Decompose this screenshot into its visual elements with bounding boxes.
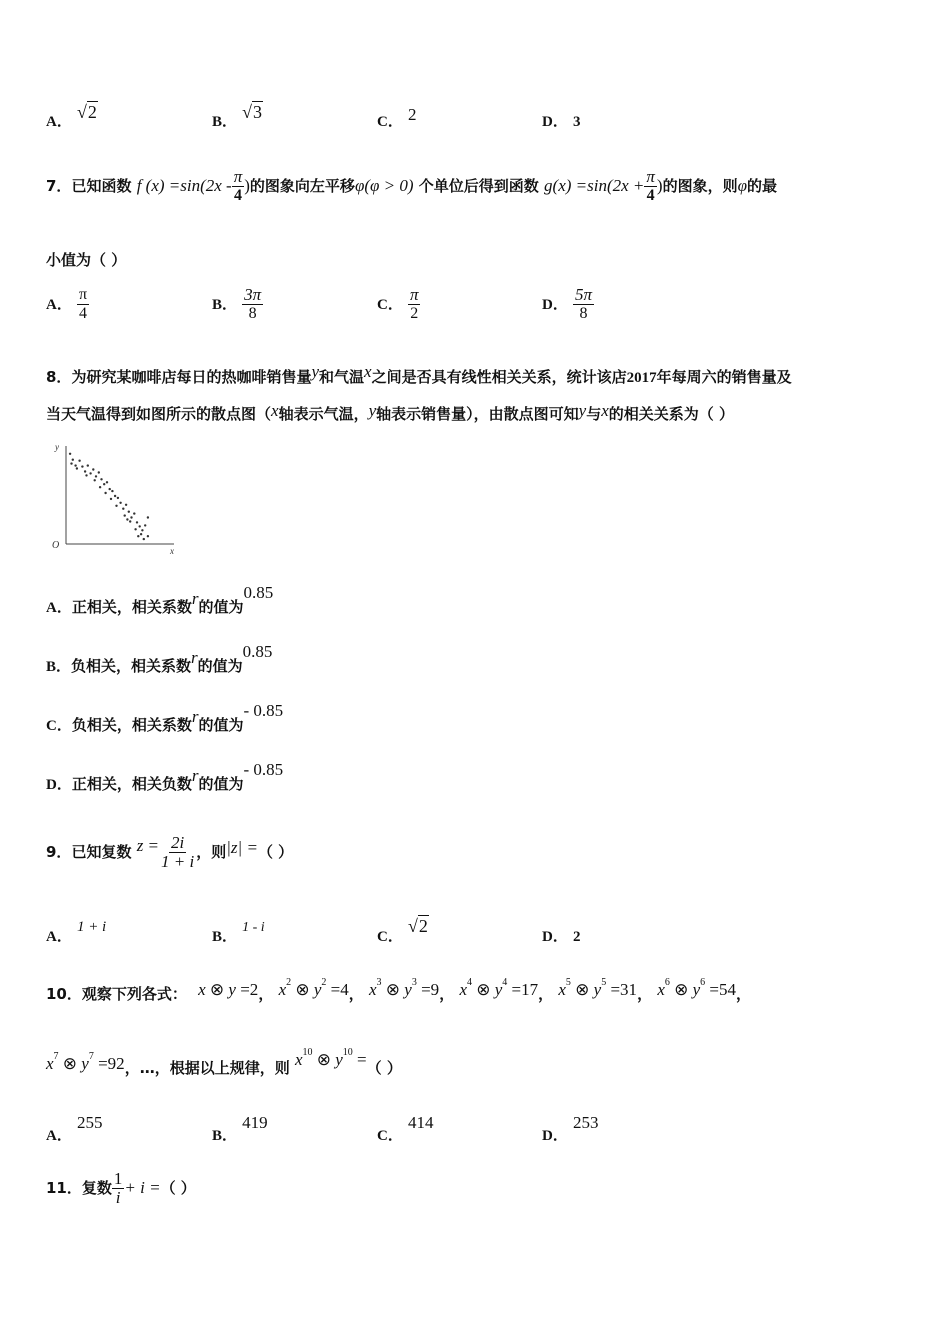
scatter-point <box>89 472 91 474</box>
sqrt-value: √2 <box>76 102 97 122</box>
q8-option-a[interactable] <box>46 583 274 617</box>
option-label: A． <box>46 297 72 313</box>
y-axis-label: y <box>55 442 59 452</box>
option-label: A． <box>46 1128 72 1144</box>
q10-text: （ ） <box>366 1059 402 1077</box>
q8-stem-line1 <box>46 362 792 387</box>
scatter-point <box>147 535 149 537</box>
scatter-point <box>106 481 108 483</box>
q10-stem-line1: 10．观察下列各式： x ⊗ y =2， $x^2$ ⊗ $y^2 =4$， $x^3$ ⊗ $y^3 =9$， $x^4$ ⊗ $y^4 =17$， $x^5$ ⊗ $y^5 =31$， $x^6$ ⊗ $y^6 =54$， <box>46 977 752 1003</box>
option-label: B． <box>212 1128 238 1144</box>
q6-option-b[interactable] <box>212 102 263 131</box>
pi-over-4: $\frac{\pi}{4}$ <box>233 167 243 204</box>
scatter-point <box>134 528 136 530</box>
option-label: D． <box>542 1128 568 1144</box>
option-label: D． <box>46 777 72 793</box>
option-label: D． <box>542 114 568 130</box>
scatter-point <box>141 529 143 531</box>
q8-option-b[interactable] <box>46 642 273 676</box>
q7-stem-line2: 小值为（ ） <box>46 251 127 269</box>
q10-option-a[interactable] <box>46 1113 103 1144</box>
radicand: 3 <box>253 102 262 122</box>
option-fraction: $\frac{\pi}{4}$ <box>78 286 88 322</box>
q11-text: 复数 <box>81 1179 112 1197</box>
year: 2017 <box>626 370 657 386</box>
option-label: B． <box>212 929 238 945</box>
scatter-point <box>95 475 97 477</box>
question-number: 11． <box>46 1179 82 1197</box>
scatter-point <box>147 516 149 518</box>
one-over-i: $\frac{1}{i}$ <box>113 1169 123 1207</box>
question-number: 9． <box>46 843 72 861</box>
option-value: - 0.85 <box>243 760 284 779</box>
q8-option-c[interactable] <box>46 701 284 735</box>
q7-option-c[interactable] <box>377 286 420 323</box>
question-number: 7． <box>46 177 72 195</box>
q8-text: 为研究某咖啡店每日的热咖啡销售量 <box>71 368 312 386</box>
q9-text: ，则 <box>196 843 227 861</box>
q7-option-b[interactable] <box>212 286 263 323</box>
scatter-point <box>103 483 105 485</box>
scatter-point <box>125 504 127 506</box>
option-label: C． <box>377 929 403 945</box>
var-r: r <box>191 589 199 608</box>
q8-text: 当天气温得到如图所示的散点图（ <box>46 405 272 423</box>
option-value: 2 <box>572 929 581 945</box>
scatter-point <box>99 486 101 488</box>
scatter-plot <box>46 438 181 558</box>
q7-text: 的图象向左平移 <box>249 177 355 195</box>
q9-text: 已知复数 <box>71 843 132 861</box>
scatter-point <box>110 498 112 500</box>
option-label: C． <box>377 114 403 130</box>
phi-symbol: φ <box>737 176 748 195</box>
q9-option-c[interactable] <box>377 916 429 946</box>
radicand: 2 <box>87 102 97 122</box>
option-value: - 0.85 <box>243 701 284 720</box>
q9-option-b[interactable] <box>212 920 265 946</box>
q8-text: 的相关关系为（ ） <box>608 405 734 423</box>
f-function: f (x) =sin(2x - <box>136 176 232 195</box>
option-label: A． <box>46 114 72 130</box>
scatter-point <box>70 462 72 464</box>
option-label: D． <box>542 297 568 313</box>
q8-text: 轴表示销售量），由散点图可知 <box>376 405 579 423</box>
scatter-point <box>137 535 139 537</box>
option-text: 正相关，相关负数 <box>71 775 192 793</box>
scatter-point <box>74 464 76 466</box>
q10-option-c[interactable] <box>377 1113 434 1144</box>
scatter-point <box>126 518 128 520</box>
option-value: 2 <box>407 105 417 124</box>
option-text: 的值为 <box>198 598 244 616</box>
var-r: r <box>191 766 199 785</box>
option-text: 负相关，相关系数 <box>71 716 192 734</box>
expr-5: $x^5$ ⊗ $y^5 =31$ <box>558 977 638 999</box>
scatter-point <box>72 459 74 461</box>
option-text: 的值为 <box>197 657 243 675</box>
q9-stem <box>46 834 293 871</box>
q8-text: 年每周六的销售量及 <box>656 368 792 386</box>
scatter-point <box>69 453 71 455</box>
option-value: 419 <box>242 1113 268 1132</box>
option-text: 的值为 <box>198 716 244 734</box>
option-label: B． <box>212 114 238 130</box>
scatter-point <box>109 488 111 490</box>
sqrt-value: √2 <box>407 916 428 936</box>
q7-text: 已知函数 <box>71 177 132 195</box>
option-value: 253 <box>572 1113 599 1132</box>
option-value: 0.85 <box>242 642 273 661</box>
scatter-point <box>85 474 87 476</box>
q8-text: 与 <box>586 405 602 423</box>
g-function: g(x) =sin(2x + <box>544 176 645 195</box>
q9-option-a[interactable] <box>46 919 107 946</box>
q10-text: 观察下列各式： <box>81 985 187 1003</box>
q8-text: 轴表示气温， <box>278 405 369 423</box>
q7-text: 的图象，则 <box>662 177 738 195</box>
scatter-point <box>122 508 124 510</box>
option-value: 1 + i <box>76 919 107 935</box>
option-label: C． <box>377 1128 403 1144</box>
scatter-point <box>76 467 78 469</box>
var-x: x <box>601 401 609 420</box>
q8-text: 之间是否具有线性相关关系，统计该店 <box>371 368 627 386</box>
scatter-point <box>114 495 116 497</box>
option-fraction: $\frac{3\pi}{8}$ <box>244 285 262 322</box>
q7-text: 的最 <box>747 177 778 195</box>
pi-over-4: $\frac{\pi}{4}$ <box>646 167 655 204</box>
z-eq: z = <box>136 836 160 855</box>
x-axis-label: x <box>170 546 174 556</box>
var-y: y <box>578 401 587 420</box>
option-text: 负相关，相关系数 <box>71 657 192 675</box>
scatter-point <box>92 468 94 470</box>
scatter-point <box>130 516 132 518</box>
q6-option-d[interactable] <box>542 110 580 131</box>
phi-condition: φ(φ > 0) <box>354 176 414 195</box>
q11-text: （ ） <box>160 1179 196 1197</box>
option-value: 414 <box>407 1113 434 1132</box>
scatter-point <box>117 497 119 499</box>
scatter-point <box>119 502 121 504</box>
q6-option-c[interactable] <box>377 105 417 131</box>
q7-option-a[interactable] <box>46 286 89 323</box>
option-text: 正相关，相关系数 <box>71 598 192 616</box>
option-label: B． <box>46 659 72 675</box>
question-number: 8． <box>46 368 72 386</box>
option-value: 255 <box>76 1113 103 1132</box>
expr-3: $x^3$ ⊗ $y^3 =9$ <box>369 977 440 999</box>
option-value: 0.85 <box>243 583 274 602</box>
q8-stem-line2 <box>46 403 734 424</box>
q7-stem: 7．已知函数 f (x) =sin(2x - $\frac{\pi}{4}$ )的图象向左平移φ(φ > 0) 个单位后得到函数 g(x) =sin(2x + $\frac{\pi}{4}$ )的图象，则φ的最 <box>46 167 778 204</box>
q8-text: 和气温 <box>319 368 365 386</box>
scatter-point <box>87 464 89 466</box>
origin-label: O <box>52 540 60 551</box>
scatter-point <box>104 492 106 494</box>
q8-option-d[interactable] <box>46 760 284 794</box>
expr-7: $x^7$ ⊗ $y^7 =92$ <box>46 1051 125 1073</box>
question-number: 10． <box>46 985 82 1003</box>
z-fraction: $\frac{2i}{1 + i}$ <box>161 833 195 871</box>
option-label: C． <box>377 297 403 313</box>
q10-option-b[interactable] <box>212 1113 268 1144</box>
expr-6: $x^6$ ⊗ $y^6 =54$ <box>657 977 736 999</box>
option-value: 1 - i <box>242 920 265 935</box>
q10-option-d[interactable] <box>542 1113 599 1144</box>
q6-option-a[interactable] <box>46 102 98 131</box>
sqrt-value: √3 <box>242 102 262 122</box>
scatter-point <box>136 521 138 523</box>
option-fraction: $\frac{\pi}{2}$ <box>409 285 419 322</box>
var-x: x <box>364 362 372 381</box>
scatter-point <box>143 538 145 540</box>
scatter-point <box>84 470 86 472</box>
q11-expr: + i = <box>124 1178 161 1197</box>
scatter-point <box>115 505 117 507</box>
expr-2: $x^2$ ⊗ $y^2 =4$ <box>278 977 349 999</box>
option-label: D． <box>542 929 568 945</box>
option-text: 的值为 <box>198 775 244 793</box>
scatter-point <box>100 478 102 480</box>
scatter-point <box>129 520 131 522</box>
var-y: y <box>368 401 377 420</box>
option-label: B． <box>212 297 238 313</box>
abs-z: |z| = <box>226 838 258 857</box>
var-y: y <box>311 362 319 381</box>
scatter-point <box>133 512 135 514</box>
q7-text: 个单位后得到函数 <box>418 177 539 195</box>
expr-1: x ⊗ y =2 <box>198 980 259 999</box>
q7-option-d[interactable] <box>542 286 594 323</box>
scatter-points <box>69 453 149 541</box>
scatter-point <box>81 465 83 467</box>
expr-10: $x^{10}$ ⊗ $y^{10}$ = <box>294 1047 367 1069</box>
option-label: A． <box>46 929 72 945</box>
scatter-point <box>140 533 142 535</box>
var-r: r <box>191 707 199 726</box>
scatter-point <box>98 471 100 473</box>
option-value: 3 <box>572 114 581 130</box>
q11-stem <box>46 1170 196 1207</box>
scatter-point <box>139 525 141 527</box>
q9-option-d[interactable] <box>542 925 580 946</box>
scatter-point <box>94 479 96 481</box>
q10-stem-line2 <box>46 1047 402 1078</box>
scatter-point <box>111 490 113 492</box>
expr-4: $x^4$ ⊗ $y^4 =17$ <box>459 977 539 999</box>
scatter-point <box>128 511 130 513</box>
var-r: r <box>191 648 198 667</box>
option-label: C． <box>46 718 72 734</box>
var-x: x <box>271 401 279 420</box>
q9-text: （ ） <box>257 843 294 861</box>
radicand: 2 <box>418 916 428 936</box>
option-label: A． <box>46 600 72 616</box>
scatter-point <box>78 460 80 462</box>
q10-text: ，…，根据以上规律，则 <box>124 1059 290 1077</box>
scatter-point <box>144 524 146 526</box>
scatter-point <box>124 514 126 516</box>
option-fraction: $\frac{5\pi}{8}$ <box>574 285 592 322</box>
